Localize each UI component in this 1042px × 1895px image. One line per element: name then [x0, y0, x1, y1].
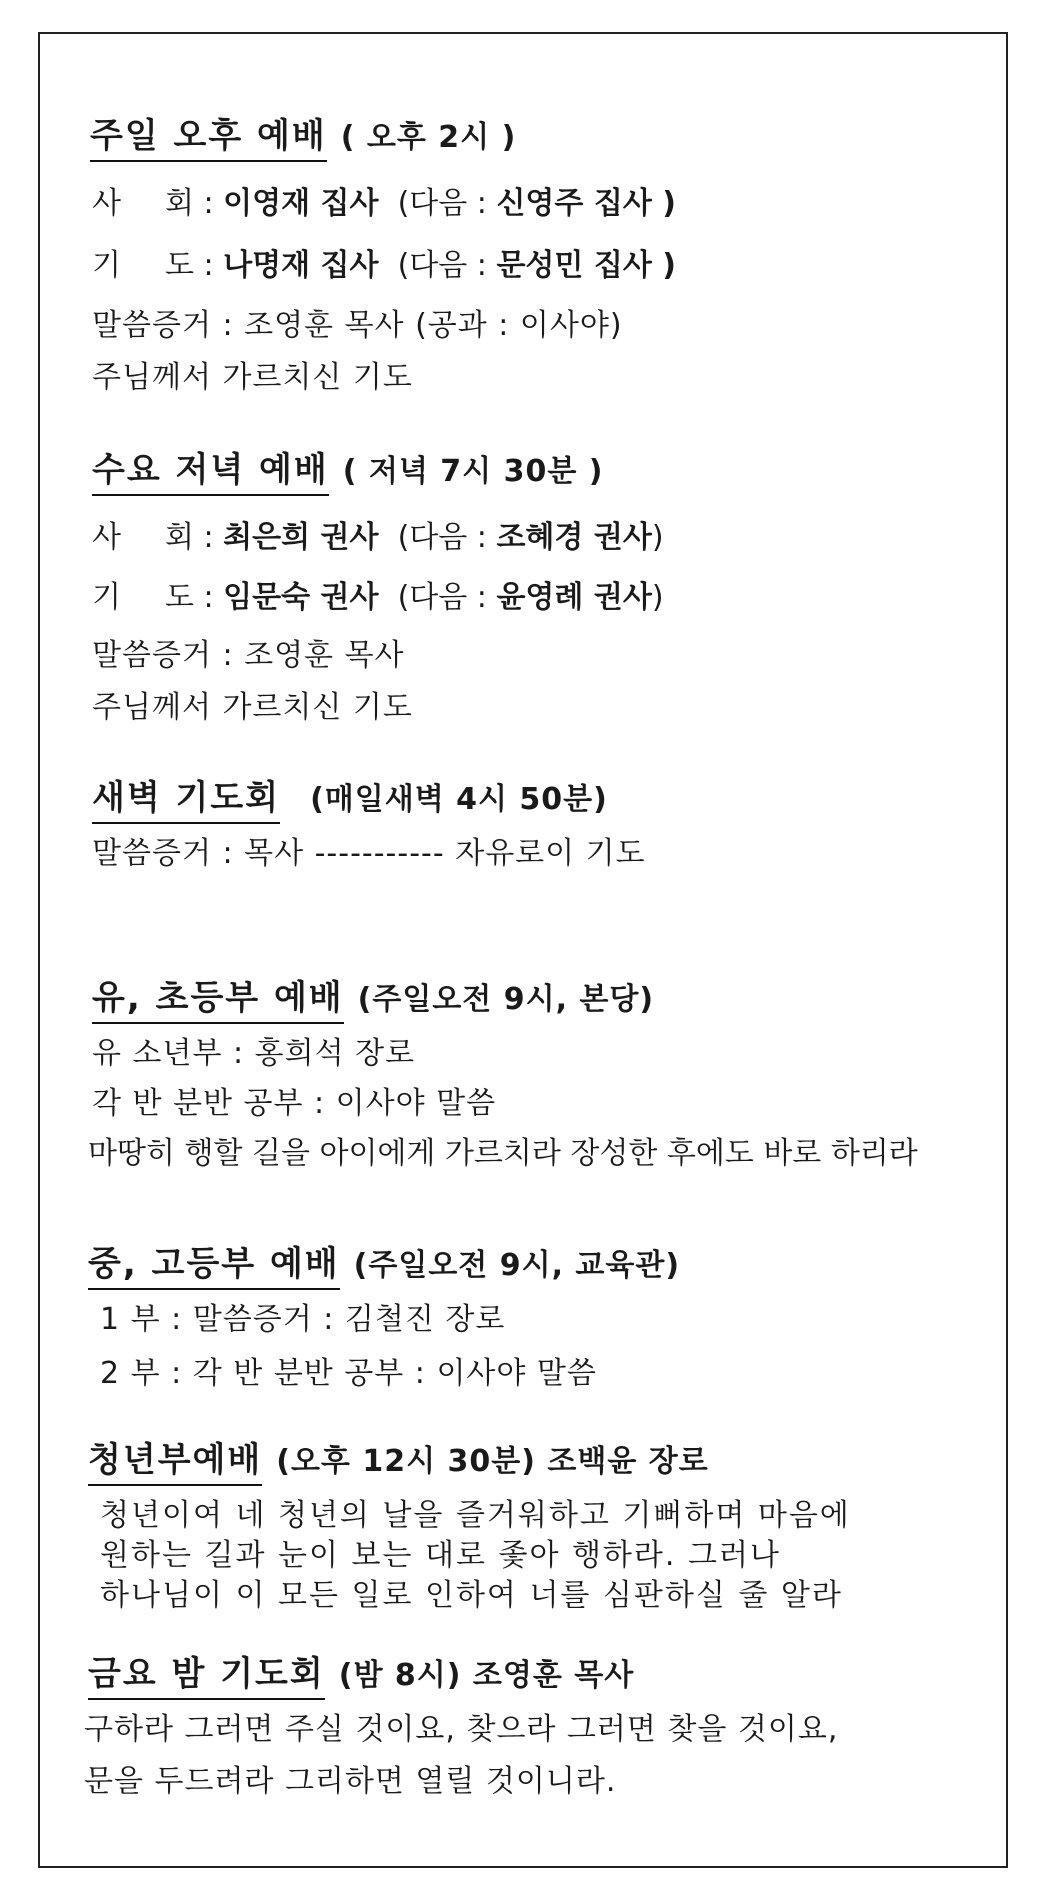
children-line-2: 각 반 분반 공부 : 이사야 말씀: [92, 1086, 497, 1121]
wednesday-heading: [92, 442, 604, 491]
prayer-label-2: 도 :: [164, 248, 214, 283]
host-label: 사: [92, 186, 121, 221]
prayer-name: 임문숙 권사: [223, 580, 379, 615]
host-name: 이영재 집사: [223, 186, 379, 221]
dawn-time: (매일새벽 4시 50분): [310, 782, 608, 817]
young-adult-line-2: 원하는 길과 눈이 보는 대로 좇아 행하라. 그러나: [100, 1538, 781, 1573]
prayer-next-label: (다음 :: [397, 248, 487, 283]
prayer-next-label: (다음 :: [397, 580, 487, 615]
young-adult-line-1: 청년이여 네 청년의 날을 즐거워하고 기뻐하며 마음에: [100, 1498, 851, 1533]
prayer-label: 기: [92, 248, 121, 283]
young-adult-title: 청년부예배: [88, 1440, 262, 1486]
young-adult-time: (오후 12시 30분) 조백윤 장로: [276, 1444, 709, 1479]
friday-time: (밤 8시) 조영훈 목사: [338, 1658, 635, 1693]
prayer-name: 나명재 집사: [223, 248, 379, 283]
wednesday-host-row: [92, 512, 664, 556]
host-next-name: 신영주 집사 ): [496, 186, 676, 221]
sunday-pm-prayer-row: [92, 240, 676, 284]
young-adult-line-3: 하나님이 이 모든 일로 인하여 너를 심판하실 줄 알라: [100, 1578, 843, 1613]
friday-heading: [88, 1646, 634, 1695]
sunday-pm-host-row: [92, 178, 676, 222]
young-adult-heading: [88, 1432, 709, 1481]
youth-heading: [88, 1236, 680, 1285]
children-heading: [92, 970, 654, 1019]
children-title: 유, 초등부 예배: [92, 978, 344, 1024]
children-line-3: 마땅히 행할 길을 아이에게 가르치라 장성한 후에도 바로 하리라: [88, 1136, 918, 1171]
host-next-label: (다음 :: [397, 520, 487, 555]
children-time: (주일오전 9시, 본당): [357, 982, 655, 1017]
prayer-close: ): [651, 580, 664, 615]
dawn-title: 새벽 기도회: [92, 778, 280, 824]
prayer-next-name: 문성민 집사 ): [496, 248, 676, 283]
sunday-pm-time: ( 오후 2시 ): [340, 120, 517, 155]
host-name: 최은희 권사: [223, 520, 379, 555]
dawn-line: 말씀증거 : 목사 ----------- 자유로이 기도: [92, 836, 646, 871]
host-next-label: (다음 :: [397, 186, 487, 221]
friday-line-2: 문을 두드려라 그리하면 열릴 것이니라.: [84, 1764, 617, 1799]
youth-line-2: 2 부 : 각 반 분반 공부 : 이사야 말씀: [100, 1356, 597, 1391]
wednesday-closing: 주님께서 가르치신 기도: [92, 690, 413, 725]
host-close: ): [651, 520, 664, 555]
wednesday-sermon: 말씀증거 : 조영훈 목사: [92, 638, 405, 673]
friday-line-1: 구하라 그러면 주실 것이요, 찾으라 그러면 찾을 것이요,: [84, 1712, 839, 1747]
children-line-1: 유 소년부 : 홍희석 장로: [92, 1036, 416, 1071]
prayer-next-name: 윤영례 권사: [496, 580, 652, 615]
prayer-label-2: 도 :: [164, 580, 214, 615]
sunday-pm-sermon: 말씀증거 : 조영훈 목사 (공과 : 이사야): [92, 308, 623, 343]
host-label: 사: [92, 520, 121, 555]
prayer-label: 기: [92, 580, 121, 615]
wednesday-time: ( 저녁 7시 30분 ): [342, 454, 604, 489]
host-label-2: 회 :: [164, 186, 214, 221]
friday-title: 금요 밤 기도회: [88, 1654, 325, 1700]
dawn-heading: [92, 770, 608, 819]
wednesday-title: 수요 저녁 예배: [92, 450, 329, 496]
sunday-pm-closing: 주님께서 가르치신 기도: [92, 360, 413, 395]
sunday-pm-title: 주일 오후 예배: [90, 116, 327, 162]
host-label-2: 회 :: [164, 520, 214, 555]
youth-line-1: 1 부 : 말씀증거 : 김철진 장로: [100, 1302, 506, 1337]
host-next-name: 조혜경 권사: [496, 520, 652, 555]
wednesday-prayer-row: [92, 572, 664, 616]
sunday-pm-heading: [90, 108, 516, 157]
youth-time: (주일오전 9시, 교육관): [353, 1248, 681, 1283]
youth-title: 중, 고등부 예배: [88, 1244, 340, 1290]
